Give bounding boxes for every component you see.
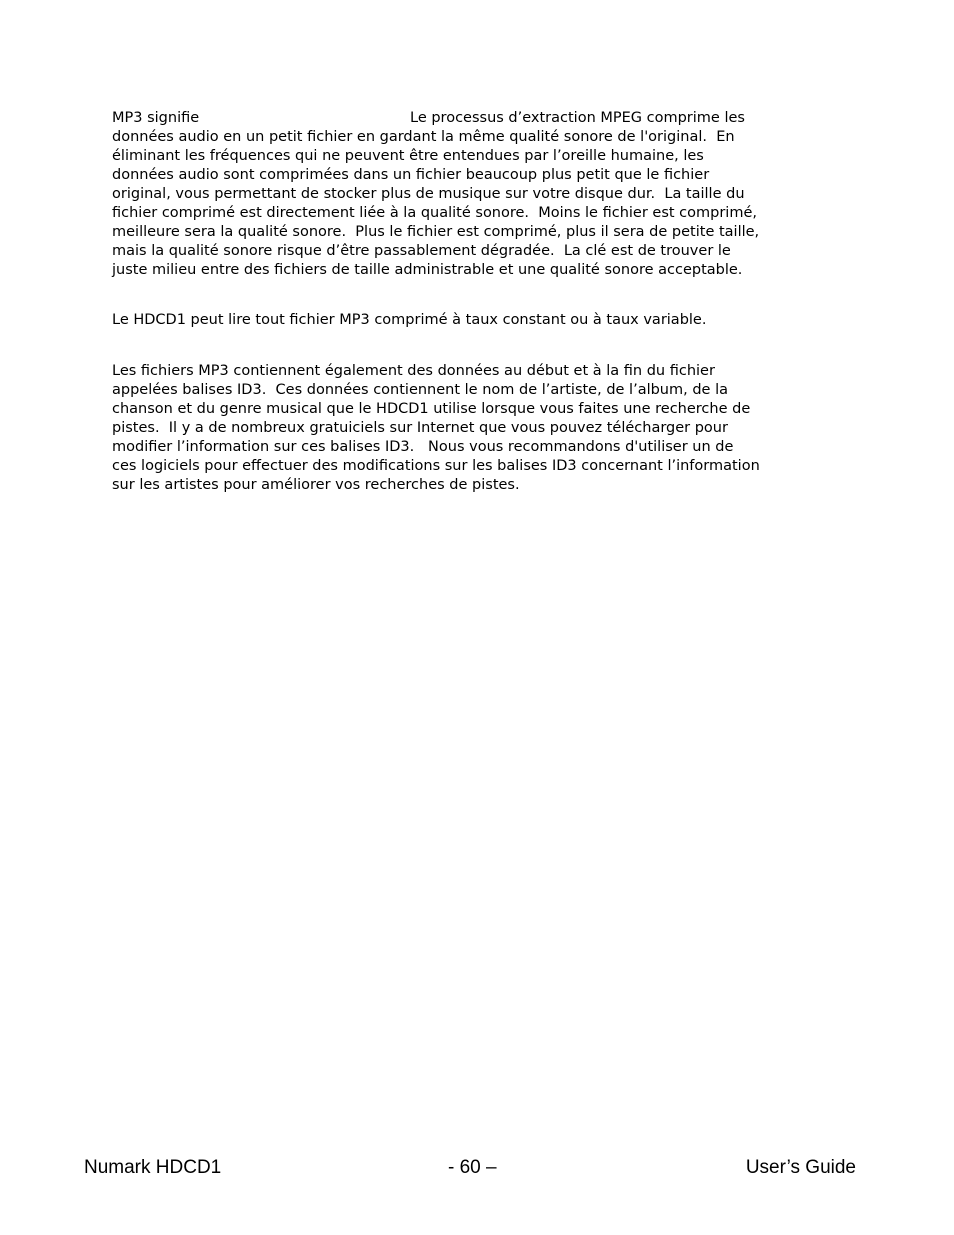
line-lead-text: MP3 signifie (112, 110, 200, 126)
paragraph-playback-support (112, 311, 817, 330)
footer-guide-title: User’s Guide (745, 1157, 856, 1178)
paragraph-line: chanson et du genre musical que le HDCD1 utilise lorsque vous faites une recherche de (112, 401, 751, 417)
paragraph-line: ces logiciels pour effectuer des modifications sur les balises ID3 concernant l’information (112, 458, 760, 474)
paragraph-line: Les fichiers MP3 contiennent également des données au début et à la fin du fichier (112, 363, 715, 379)
footer-page-number: - 60 – (448, 1157, 497, 1178)
footer-product-name: Numark HDCD1 (84, 1157, 222, 1178)
paragraph-line: pistes. Il y a de nombreux gratuiciels sur Internet que vous pouvez télécharger pour (112, 420, 728, 436)
paragraph-line: éliminant les fréquences qui ne peuvent être entendues par l’oreille humaine, les (112, 148, 704, 164)
paragraph-line: modifier l’information sur ces balises ID3. Nous vous recommandons d'utiliser un de (112, 439, 734, 455)
paragraph-line: données audio en un petit fichier en gardant la même qualité sonore de l'original. En (112, 129, 735, 145)
paragraph-id3-tags (112, 362, 817, 495)
paragraph-mp3-definition (112, 109, 817, 280)
paragraph-line: meilleure sera la qualité sonore. Plus le fichier est comprimé, plus il sera de petite taille, (112, 224, 760, 240)
paragraph-line: original, vous permettant de stocker plus de musique sur votre disque dur. La taille du (112, 186, 745, 202)
paragraph-line: sur les artistes pour améliorer vos recherches de pistes. (112, 477, 520, 493)
line-continuation-text: Le processus d’extraction MPEG comprime les (410, 110, 745, 126)
paragraph-line: Le HDCD1 peut lire tout fichier MP3 comprimé à taux constant ou à taux variable. (112, 312, 707, 328)
paragraph-line: fichier comprimé est directement liée à la qualité sonore. Moins le fichier est comprimé, (112, 205, 757, 221)
paragraph-line: données audio sont comprimées dans un fichier beaucoup plus petit que le fichier (112, 167, 710, 183)
paragraph-line (112, 109, 817, 128)
page-footer (84, 1156, 856, 1182)
body-text (112, 109, 817, 495)
paragraph-line: juste milieu entre des fichiers de taille administrable et une qualité sonore acceptable. (112, 262, 743, 278)
paragraph-line: mais la qualité sonore risque d’être passablement dégradée. La clé est de trouver le (112, 243, 731, 259)
paragraph-line: appelées balises ID3. Ces données contiennent le nom de l’artiste, de l’album, de la (112, 382, 728, 398)
